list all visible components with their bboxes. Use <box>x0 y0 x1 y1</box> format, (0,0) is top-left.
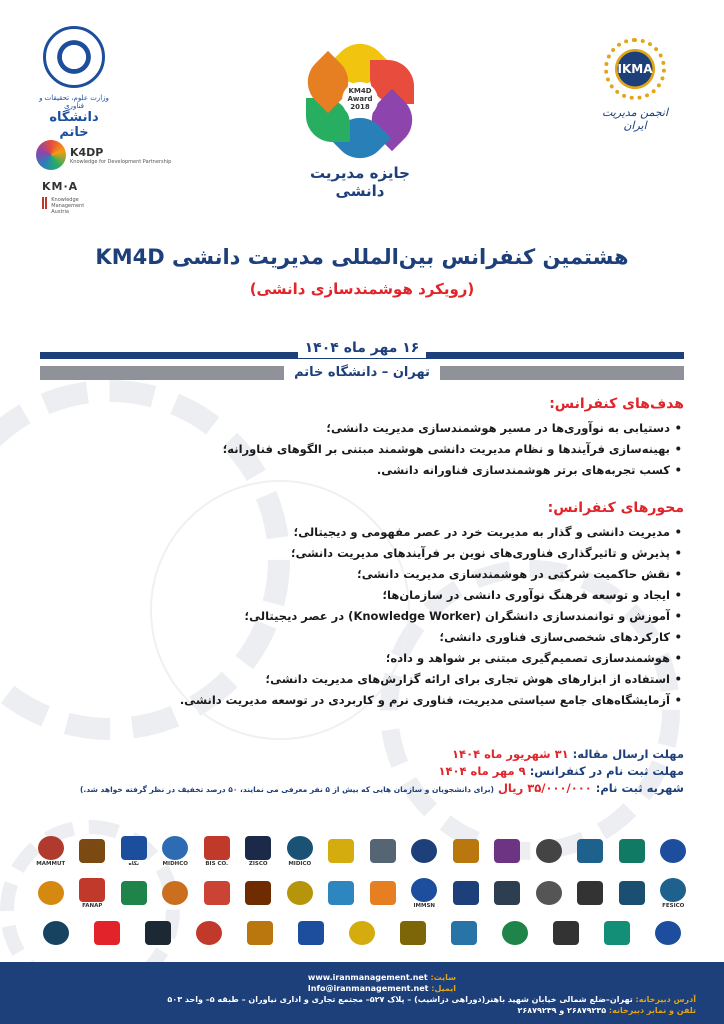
sponsor-logo <box>321 833 363 869</box>
iran-management-association-logo <box>590 38 680 132</box>
sponsor-logo <box>528 833 570 869</box>
sponsor-logo <box>196 833 238 869</box>
fee-value: ۳۵/۰۰۰/۰۰۰ ریال <box>497 781 592 795</box>
email-line <box>28 983 696 994</box>
sponsor-logo-label: ZISCO <box>248 860 268 867</box>
sponsor-row-1 <box>30 832 694 870</box>
sponsor-logo <box>528 875 570 911</box>
list-item: • کسب تجربه‌های برتر هوشمندسازی فناورانه دانشی. <box>124 460 670 481</box>
list-item: • مدیریت دانشی و گذار به مدیریت خرد در عصر مفهومی و دیجیتالی؛ <box>84 522 670 543</box>
award-flower-icon <box>300 42 420 162</box>
sponsor-logo-icon <box>619 839 645 863</box>
phone-line <box>28 1005 696 1016</box>
sponsor-logo-icon <box>370 839 396 863</box>
sponsor-logo-icon <box>660 878 686 902</box>
sponsor-logo <box>113 875 155 911</box>
sponsor-logo <box>596 915 638 951</box>
list-item: • دستیابی به نوآوری‌ها در مسیر هوشمندسازی مدیریت دانشی؛ <box>124 418 670 439</box>
website-line <box>28 972 696 983</box>
email-value[interactable]: Info@iranmanagement.net <box>307 984 429 993</box>
sponsor-logo-icon <box>619 881 645 905</box>
sponsor-logo <box>570 875 612 911</box>
sponsor-logo-icon <box>94 921 120 945</box>
sponsor-logo-label: MIDICO <box>288 860 312 867</box>
sponsor-logo-icon <box>287 836 313 860</box>
sponsor-logo <box>445 875 487 911</box>
sponsor-logo-icon <box>655 921 681 945</box>
association-emblem-icon <box>604 38 666 100</box>
sponsor-logo-icon <box>370 881 396 905</box>
kma-logo <box>42 180 102 215</box>
sponsor-logo-icon <box>196 921 222 945</box>
association-mark: IKMA <box>617 62 653 76</box>
sponsor-logo-icon <box>328 839 354 863</box>
kma-sub: Knowledge Management Austria <box>51 197 85 215</box>
ministry-text: وزارت علوم، تحقیقات و فناوری <box>39 94 109 110</box>
sponsor-logo-label: IMMSN <box>413 902 436 909</box>
sponsor-logo-icon <box>494 839 520 863</box>
address-label: آدرس دبیرخانه: <box>635 995 696 1004</box>
topics-title: محورهای کنفرانس: <box>547 500 684 516</box>
sponsor-logo-icon <box>553 921 579 945</box>
sponsor-logo-icon <box>79 839 105 863</box>
sponsor-logo-icon <box>349 921 375 945</box>
award-title: جایزه مدیریت دانشی <box>310 164 410 200</box>
k4dp-logo <box>36 140 171 170</box>
phone-value: ۲۶۸۷۹۲۳۵ و ۲۶۸۷۹۲۳۹ <box>517 1006 607 1015</box>
address-line <box>28 994 696 1005</box>
sponsor-logo <box>30 833 72 869</box>
registration-label: مهلت ثبت نام در کنفرانس: <box>529 764 684 778</box>
sponsor-logo <box>570 833 612 869</box>
sponsor-logo-icon <box>298 921 324 945</box>
list-item: • استفاده از ابزارهای هوش تجاری برای ارائه گزارش‌های مدیریت دانشی؛ <box>84 669 670 690</box>
submission-label: مهلت ارسال مقاله: <box>572 747 684 761</box>
kma-mark-icon <box>42 197 48 209</box>
registration-value: ۹ مهر ماه ۱۴۰۴ <box>438 764 526 778</box>
sponsor-row-3 <box>30 914 694 952</box>
khatam-university-logo <box>34 26 114 140</box>
sponsor-logo <box>290 915 332 951</box>
list-item: • کارکردهای شخصی‌سازی فناوری دانشی؛ <box>84 627 670 648</box>
list-item: • هوشمندسازی تصمیم‌گیری مبتنی بر شواهد و داده؛ <box>84 648 670 669</box>
sponsor-logo-icon <box>247 921 273 945</box>
sponsor-logo-label: BIS CO. <box>205 860 229 867</box>
registration-fee <box>64 780 684 798</box>
award-center-line1: KM4D <box>348 87 372 96</box>
submission-deadline <box>64 746 684 763</box>
sponsor-logo <box>196 875 238 911</box>
sponsor-logo-icon <box>245 881 271 905</box>
sponsor-logo-icon <box>494 881 520 905</box>
sponsor-logo <box>653 833 695 869</box>
university-emblem-icon <box>43 26 105 88</box>
sponsor-logo <box>362 875 404 911</box>
fee-label: شهریه ثبت نام: <box>595 781 684 795</box>
sponsor-logo-row <box>30 832 694 870</box>
sponsor-logo <box>487 875 529 911</box>
sponsor-logo <box>321 875 363 911</box>
sponsor-logo <box>72 875 114 911</box>
sponsor-logo <box>653 875 695 911</box>
sponsor-logo <box>155 875 197 911</box>
list-item: • ایجاد و توسعه فرهنگ نوآوری دانشی در سازمان‌ها؛ <box>84 585 670 606</box>
sponsor-logo-label: MIDHCO <box>162 860 188 867</box>
university-name: دانشگاه خاتم <box>49 110 99 140</box>
submission-value: ۳۱ شهریور ماه ۱۴۰۴ <box>452 747 569 761</box>
conference-date: ۱۶ مهر ماه ۱۴۰۴ <box>298 336 426 358</box>
website-value[interactable]: www.iranmanagement.net <box>307 973 428 982</box>
goals-section <box>124 396 684 481</box>
address-value: تهران–ضلع شمالی خیابان شهید باهنر(دوراهی دزاشیب) – پلاک ۵۲۷– مجتمع تجاری و اداری نیاوران – طبقه ۵– واحد ۵۰۳ <box>167 995 633 1004</box>
sponsor-logo-icon <box>453 839 479 863</box>
sponsor-logo-label: FESICO <box>662 902 685 909</box>
sponsor-logo-icon <box>660 839 686 863</box>
sponsor-logo-label: MAMMUT <box>36 860 66 867</box>
sponsor-logo-icon <box>502 921 528 945</box>
sponsor-logo <box>155 833 197 869</box>
sponsor-logo-icon <box>536 881 562 905</box>
list-item: • پذیرش و تاثیرگذاری فناوری‌های نوین بر فرآیندهای مدیریت دانشی؛ <box>84 543 670 564</box>
kma-name: KM·A <box>42 180 79 193</box>
sponsor-logo-icon <box>145 921 171 945</box>
sponsor-logo-icon <box>451 921 477 945</box>
email-label: ایمیل: <box>431 984 456 993</box>
k4dp-mark-icon <box>36 140 66 170</box>
footer-contact-bar <box>0 962 724 1024</box>
sponsor-logo <box>188 915 230 951</box>
sponsor-logo-label: FANAP <box>82 902 103 909</box>
sponsor-logo <box>86 915 128 951</box>
sponsor-logo <box>113 833 155 869</box>
fee-note: (برای دانشجویان و سازمان هایی که بیش از ۵ نفر معرفی می نمایند، ۵۰ درصد تخفیف در نظر گرفته خواهد شد.) <box>79 785 494 794</box>
list-item: • آزمایشگاه‌های جامع سیاستی مدیریت، فناوری نرم و کاربردی در توسعه مدیریت دانشی. <box>84 690 670 711</box>
website-label: سایت: <box>430 973 456 982</box>
conference-subtitle: (رویکرد هوشمندسازی دانشی) <box>249 280 475 298</box>
k4dp-name: K4DP <box>70 145 104 159</box>
sponsor-logo <box>137 915 179 951</box>
award-center-line3: 2018 <box>350 102 370 111</box>
phone-label: تلفن و نمابر دبیرخانه: <box>608 1006 696 1015</box>
registration-deadline <box>64 763 684 780</box>
sponsor-logo <box>404 833 446 869</box>
topics-list <box>84 522 684 711</box>
sponsor-logo-icon <box>162 836 188 860</box>
sponsor-logo-icon <box>162 881 188 905</box>
sponsor-logo-row <box>30 914 694 952</box>
sponsor-logo <box>341 915 383 951</box>
deadlines-block <box>64 746 684 798</box>
sponsor-logo <box>35 915 77 951</box>
list-item: • آموزش و توانمندسازی دانشگران (Knowledge Worker) در عصر دیجیتالی؛ <box>84 606 670 627</box>
sponsor-logo-icon <box>245 836 271 860</box>
list-item: • بهینه‌سازی فرآیندها و نظام مدیریت دانشی هوشمند مبتنی بر الگوهای فناورانه؛ <box>124 439 670 460</box>
sponsor-logo-icon <box>43 921 69 945</box>
sponsor-logo-label: نگاه <box>128 860 140 867</box>
sponsor-logo-icon <box>79 878 105 902</box>
sponsor-logo <box>30 875 72 911</box>
sponsor-logo-icon <box>38 881 64 905</box>
sponsor-logo-icon <box>204 881 230 905</box>
sponsor-logo <box>362 833 404 869</box>
sponsor-logo <box>443 915 485 951</box>
sponsor-logo <box>239 915 281 951</box>
sponsor-logo-icon <box>121 881 147 905</box>
sponsor-logo-icon <box>411 878 437 902</box>
sponsor-logo-icon <box>287 881 313 905</box>
award-center-line2: Award <box>347 95 373 104</box>
sponsor-logo <box>404 875 446 911</box>
k4dp-sub: Knowledge for Development Partnership <box>70 158 172 165</box>
sponsor-logo-icon <box>328 881 354 905</box>
sponsor-logo-icon <box>38 836 64 860</box>
sponsor-logo-icon <box>453 881 479 905</box>
sponsor-logo-icon <box>577 839 603 863</box>
sponsor-logo <box>611 875 653 911</box>
sponsor-logo <box>494 915 536 951</box>
sponsor-logo <box>487 833 529 869</box>
sponsor-logo <box>545 915 587 951</box>
topics-section <box>84 500 684 711</box>
sponsor-logo <box>647 915 689 951</box>
sponsor-logo-icon <box>577 881 603 905</box>
sponsor-row-2 <box>30 874 694 912</box>
sponsor-logo-row <box>30 874 694 912</box>
sponsor-logo-icon <box>604 921 630 945</box>
sponsor-logo <box>445 833 487 869</box>
list-item: • نقش حاکمیت شرکتی در هوشمندسازی مدیریت دانشی؛ <box>84 564 670 585</box>
goals-list <box>124 418 684 481</box>
sponsor-logo <box>238 833 280 869</box>
sponsor-logo-icon <box>121 836 147 860</box>
goals-title: هدف‌های کنفرانس: <box>549 396 684 412</box>
conference-venue: تهران – دانشگاه خاتم <box>284 362 440 384</box>
association-name: انجمن مدیریت ایران <box>601 106 669 132</box>
sponsor-logo <box>238 875 280 911</box>
sponsor-logo-icon <box>400 921 426 945</box>
km-award-logo <box>290 42 430 200</box>
sponsor-logo <box>611 833 653 869</box>
sponsor-logo <box>279 875 321 911</box>
sponsor-logo-icon <box>411 839 437 863</box>
sponsor-logo <box>392 915 434 951</box>
sponsor-logo <box>72 833 114 869</box>
sponsor-logo-icon <box>204 836 230 860</box>
conference-title: هشتمین کنفرانس بین‌المللی مدیریت دانشی KM4D <box>95 245 629 269</box>
sponsor-logo-icon <box>536 839 562 863</box>
sponsor-logo <box>279 833 321 869</box>
